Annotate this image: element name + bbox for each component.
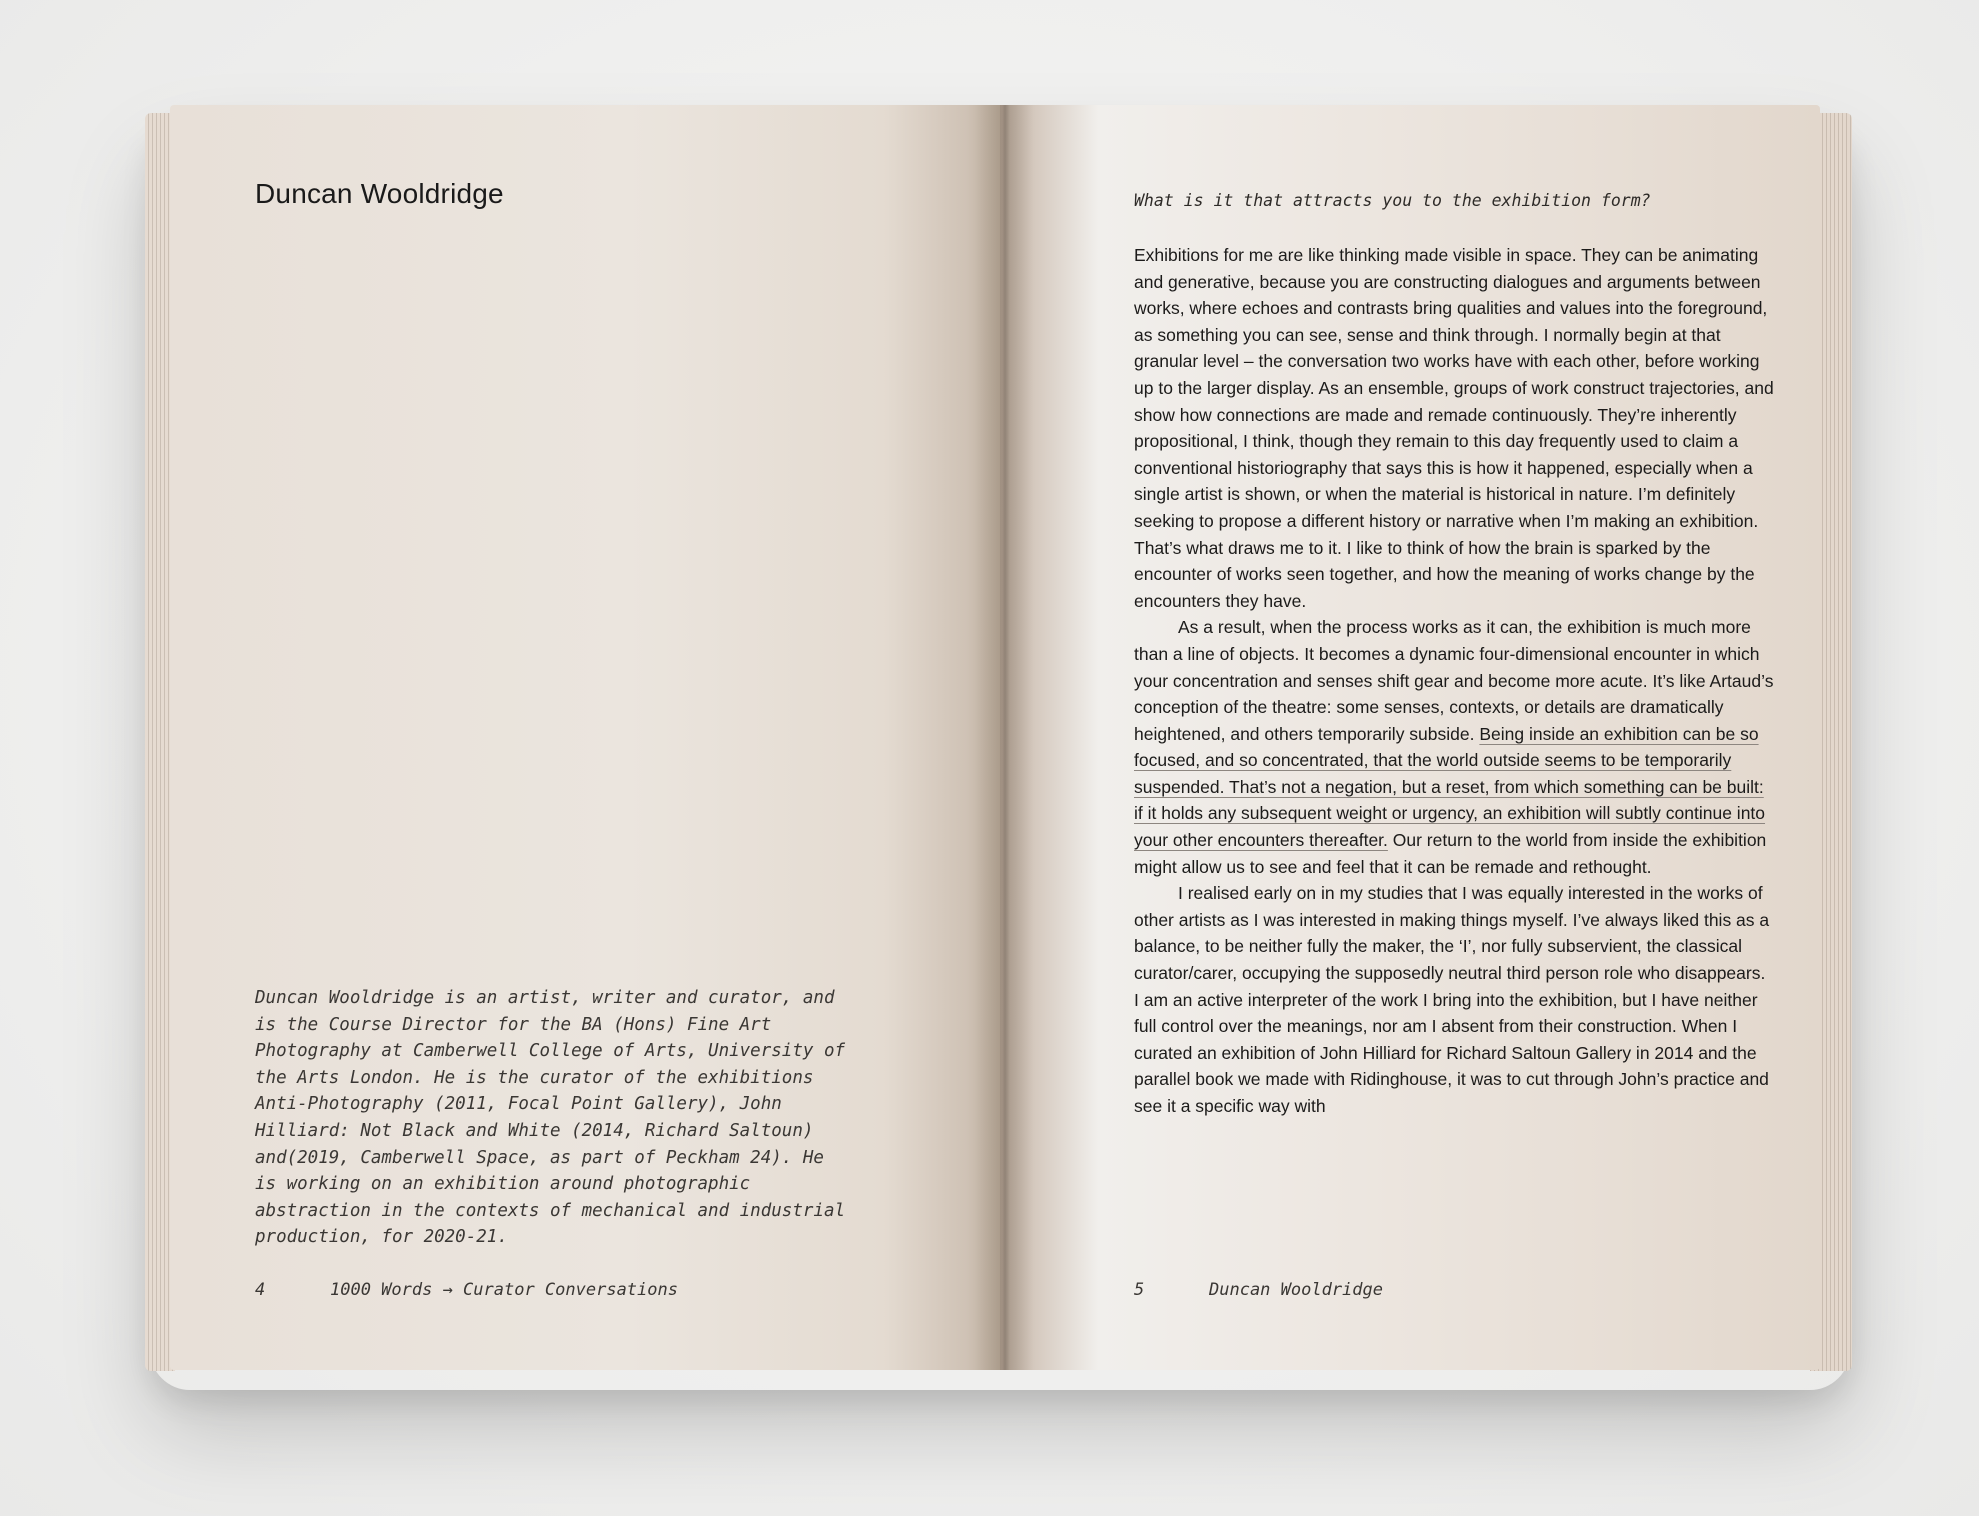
paragraph-3: I realised early on in my studies that I was equally interested in the works of other artists as I was interested in making things myself. I’ve always liked this as a balance, to be neither fully the maker, the ‘I’, nor fully subservient, the classical curator/carer, occupying the supposedly neutral third person role who disappears. I am an active interpreter of the work I bring into the exhibition, but I have neither full control over the meanings, nor am I absent from their construction. When I curated an exhibition of John Hilliard for Richard Saltoun Gallery in 2014 and the parallel book we made with Ridinghouse, it was to cut through John’s practice and see it a specific way with — [1134, 883, 1770, 1116]
paragraph-1: Exhibitions for me are like thinking made visible in space. They can be animating and generative, because you are constructing dialogues and arguments between works, where echoes and contrasts bring qualities and values into the foreground, as something you can see, sense and think through. I normally begin at that granular level – the conversation two works have with each other, before working up to the larger display. As an ensemble, groups of work construct trajectories, and show how connections are made and remade continuously. They’re inherently propositional, I think, though they remain to this day frequently used to claim a conventional historiography that says this is how it happened, especially when a single artist is shown, or when the material is historical in nature. I’m definitely seeking to propose a different history or narrative when I’m making an exhibition. That’s what draws me to it. I like to think of how the brain is sparked by the encounter of works seen together, and how the meaning of works change by the encounters they have. — [1134, 245, 1774, 611]
running-title: 1000 Words → Curator Conversations — [330, 1280, 678, 1300]
left-footer — [255, 1280, 678, 1300]
interview-question: What is it that attracts you to the exhibition form? — [1134, 191, 1651, 210]
underlined-quote: Being inside an exhibition can be so focused, and so concentrated, that the world outside seems to be temporarily suspended. That’s not a negation, but a reset, from which something can be built: if it holds any subsequent weight or urgency, an exhibition will subtly continue into your other encounters thereafter. — [1134, 723, 1766, 851]
book-spine-shadow — [975, 105, 1035, 1370]
page-number: 4 — [255, 1280, 266, 1300]
body-text — [1134, 242, 1774, 1120]
left-page — [170, 105, 1000, 1370]
author-bio: Duncan Wooldridge is an artist, writer and curator, and is the Course Director for the BA (Hons) Fine Art Photography at Camberwell College of Arts, University of the Arts London. He is the curator of the exhibitions Anti-Photography (2011, Focal Point Gallery), John Hilliard: Not Black and White (2014, Richard Saltoun) and(2019, Camberwell Space, as part of Peckham 24). He is working on an exhibition around photographic abstraction in the contexts of mechanical and industrial production, for 2020-21. — [255, 988, 846, 1248]
paragraph-2-tail: Our return to the world from inside the exhibition might allow us to see and feel that it can be remade and rethought. — [1134, 830, 1767, 877]
right-footer — [1134, 1280, 1383, 1300]
page-title: Duncan Wooldridge — [255, 178, 504, 209]
running-title: Duncan Wooldridge — [1209, 1280, 1383, 1300]
right-page — [1000, 105, 1820, 1370]
page-number: 5 — [1134, 1280, 1145, 1300]
paragraph-2-lead: As a result, when the process works as it can, the exhibition is much more than a line of objects. It becomes a dynamic four-dimensional encounter in which your concentration and senses shift gear and become more acute. It’s like Artaud’s conception of the theatre: some senses, contexts, or details are dramatically heightened, and others temporarily subside. — [1134, 617, 1774, 744]
paragraph-2 — [1134, 614, 1774, 880]
